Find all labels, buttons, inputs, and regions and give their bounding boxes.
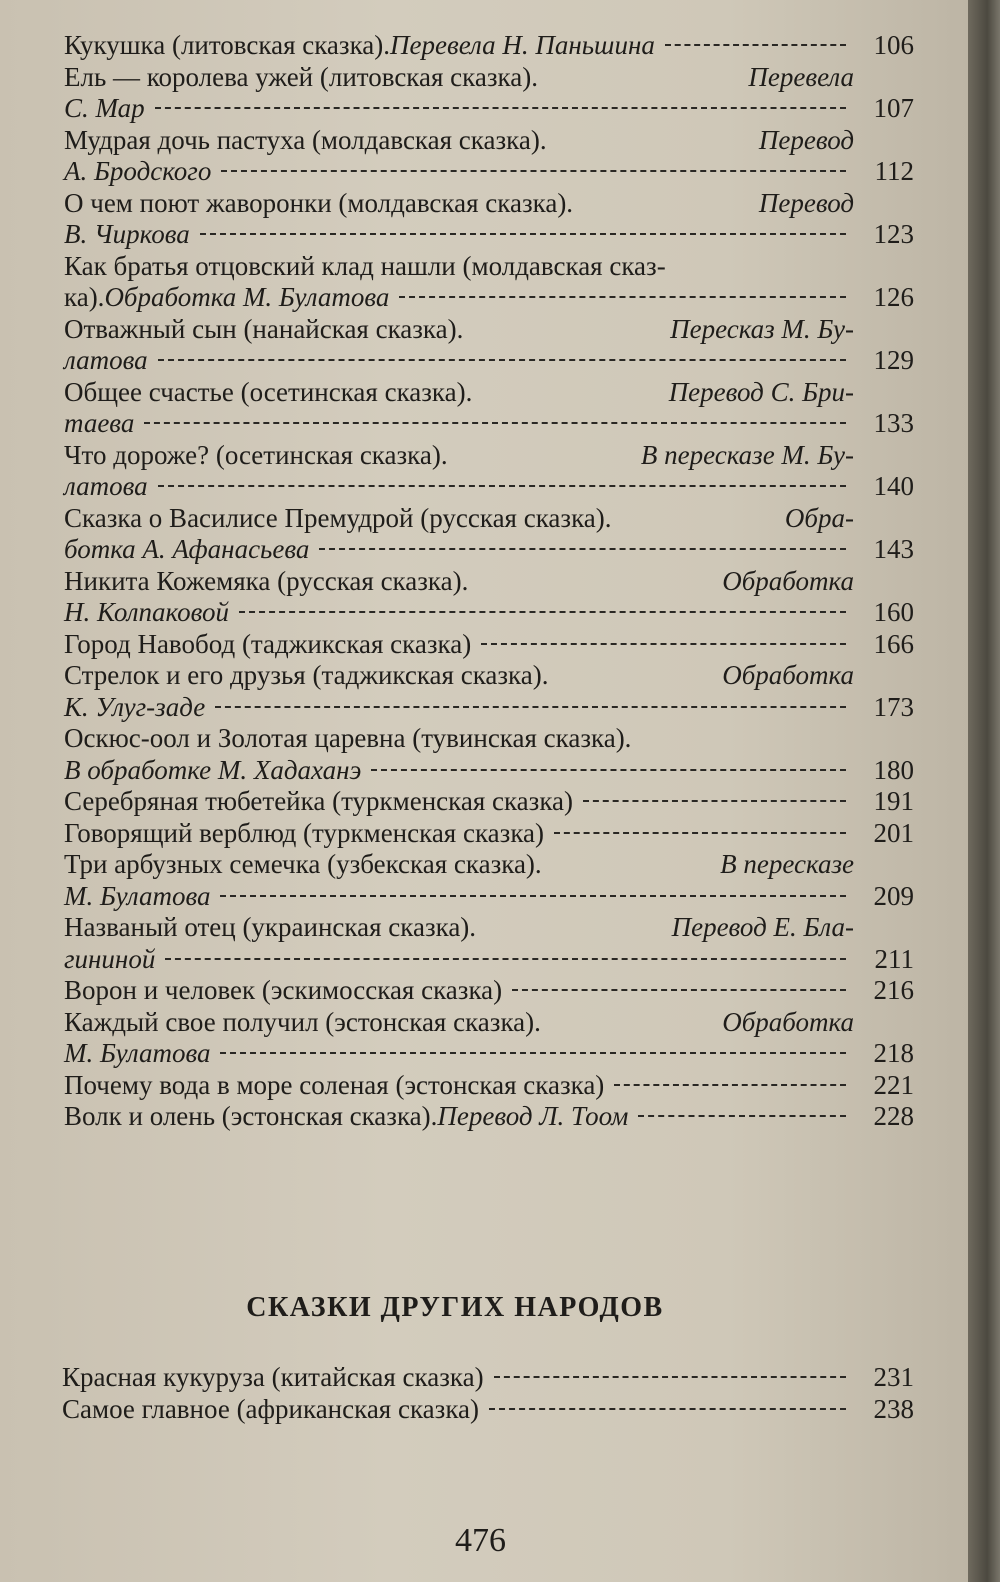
dash-leader [200, 233, 846, 235]
toc-entry-credit: Перевела [748, 61, 854, 92]
toc-entry [64, 503, 914, 566]
toc-entry-title: Как братья отцовский клад нашли (молдавская сказ- [64, 250, 666, 281]
toc-entry-title: Оскюс-оол и Золотая царевна (тувинская сказка). [64, 723, 632, 753]
toc-entry-credit-cont: М. Булатова [64, 1038, 211, 1068]
toc-entry-page: 228 [873, 1101, 914, 1131]
toc-entry-page: 106 [873, 30, 914, 60]
toc-entry-credit: Обработка [722, 1006, 854, 1037]
toc-entry-page: 218 [873, 1038, 914, 1068]
toc-entry-title: Красная кукуруза (китайская сказка) [62, 1362, 484, 1392]
toc-entry-title: Мудрая дочь пастуха (молдавская сказка). [64, 124, 547, 155]
toc-entry-line [64, 1101, 914, 1133]
section-title: СКАЗКИ ДРУГИХ НАРОДОВ [246, 1292, 664, 1323]
toc-entry-page: 160 [873, 597, 914, 627]
toc-entry-title: Почему вода в море соленая (эстонская сказка) [64, 1069, 605, 1100]
dash-leader [489, 1408, 846, 1410]
dash-leader [158, 485, 846, 487]
toc-entry-title: Серебряная тюбетейка (туркменская сказка) [64, 786, 574, 816]
dash-leader [239, 611, 846, 613]
toc-entry [62, 1394, 914, 1426]
toc-entry-line [64, 471, 914, 503]
toc-entry-title: Общее счастье (осетинская сказка). [64, 376, 473, 407]
section-contents [62, 1362, 914, 1425]
toc-entry-credit-cont: ботка А. Афанасьева [64, 534, 310, 564]
toc-entry [64, 912, 914, 975]
toc-entry-title: Сказка о Василисе Премудрой (русская сказка). [64, 502, 612, 533]
toc-entry-line [64, 314, 914, 346]
dash-leader [155, 107, 846, 109]
toc-entry-line [64, 723, 914, 755]
toc-entry-credit-cont: латова [64, 471, 148, 501]
toc-entry-credit: Перевод С. Бри- [668, 376, 854, 407]
toc-entry-credit-cont: К. Улуг-заде [64, 691, 206, 722]
toc-entry-title: Отважный сын (нанайская сказка). [64, 313, 464, 344]
toc-entry-credit-cont: В обработке М. Хадаханэ [64, 754, 362, 785]
toc-entry-line [64, 881, 914, 913]
toc-entry-line [64, 944, 914, 976]
toc-entry [64, 849, 914, 912]
toc-entry-title: Никита Кожемяка (русская сказка). [64, 565, 469, 596]
toc-entry-credit: Перевод [758, 187, 854, 218]
toc-entry-line [64, 912, 914, 944]
toc-entry-credit-cont: латова [64, 345, 148, 375]
toc-entry-page: 211 [874, 943, 914, 974]
dash-leader [215, 706, 846, 708]
toc-entry [64, 1070, 914, 1102]
toc-entry-title: Самое главное (африканская сказка) [62, 1393, 479, 1424]
toc-entry-line [64, 503, 914, 535]
toc-entry-page: 238 [873, 1393, 914, 1424]
toc-entry-line [64, 125, 914, 157]
toc-entry-title-cont: ка). [64, 282, 105, 312]
dash-leader [319, 548, 846, 550]
dash-leader [221, 170, 846, 172]
toc-entry-line [64, 156, 914, 188]
toc-entry-line [64, 849, 914, 881]
toc-entry-credit-cont: таева [64, 408, 135, 438]
book-binding [968, 0, 1000, 1582]
toc-entry-title: Ель — королева ужей (литовская сказка). [64, 61, 538, 92]
toc-entry [64, 786, 914, 818]
toc-entry-page: 180 [873, 754, 914, 785]
toc-entry-line [64, 377, 914, 409]
toc-entry-page: 191 [873, 786, 914, 816]
toc-entry-title: Ворон и человек (эскимосская сказка) [64, 975, 503, 1005]
toc-entry [64, 818, 914, 850]
toc-entry-page: 216 [873, 975, 914, 1005]
toc-entry-title: О чем поют жаворонки (молдавская сказка). [64, 187, 574, 218]
toc-entry-title: Что дороже? (осетинская сказка). [64, 439, 448, 470]
toc-entry-page: 133 [873, 408, 914, 438]
dash-leader [638, 1115, 846, 1117]
toc-entry [64, 188, 914, 251]
toc-entry-credit-cont: Н. Колпаковой [64, 597, 229, 627]
dash-leader [665, 44, 846, 46]
toc-entry-line [64, 440, 914, 472]
toc-entry-title: Названый отец (украинская сказка). [64, 912, 477, 942]
dash-leader [494, 1376, 846, 1378]
toc-entry [64, 377, 914, 440]
toc-entry-credit: Перевод Л. Тоом [437, 1101, 629, 1131]
toc-entry-title: Каждый свое получил (эстонская сказка). [64, 1006, 541, 1037]
page-number: 476 [455, 1522, 506, 1559]
toc-entry-credit-cont: Обработка М. Булатова [104, 282, 390, 312]
toc-entry-line [64, 975, 914, 1007]
toc-entry-credit-cont: гининой [64, 943, 156, 974]
toc-entry-line [64, 62, 914, 94]
toc-entry-line [64, 1007, 914, 1039]
toc-entry-credit-cont: А. Бродского [64, 156, 212, 186]
toc-entry-credit: Перевела Н. Паньшина [390, 30, 655, 60]
toc-entry-line [64, 629, 914, 661]
dash-leader [371, 769, 846, 771]
toc-entry-line [64, 597, 914, 629]
dash-leader [158, 359, 846, 361]
dash-leader [399, 296, 846, 298]
toc-entry-line [64, 786, 914, 818]
toc-entry [64, 314, 914, 377]
toc-entry-title: Стрелок и его друзья (таджикская сказка). [64, 660, 549, 690]
dash-leader [614, 1084, 846, 1086]
toc-entry-page: 173 [873, 691, 914, 722]
toc-entry-line [64, 93, 914, 125]
dash-leader [220, 895, 846, 897]
toc-entry-line [64, 282, 914, 314]
toc-entry-line [64, 30, 914, 62]
toc-entry [64, 566, 914, 629]
toc-entry-page: 126 [873, 282, 914, 312]
toc-entry-page: 209 [873, 880, 914, 911]
toc-entry-line [62, 1362, 914, 1394]
toc-entry-line [64, 755, 914, 787]
toc-entry-line [64, 188, 914, 220]
dash-leader [165, 958, 846, 960]
toc-entry-credit-cont: В. Чиркова [64, 219, 190, 249]
toc-entry-line [64, 1038, 914, 1070]
toc-entry [64, 723, 914, 786]
toc-entry-title: Говорящий верблюд (туркменская сказка) [64, 817, 545, 848]
toc-entry-line [64, 1070, 914, 1102]
toc-entry [64, 1007, 914, 1070]
toc-entry-line [64, 818, 914, 850]
toc-entry [64, 975, 914, 1007]
toc-entry-credit: Обработка [722, 565, 854, 596]
toc-entry-page: 112 [874, 156, 914, 186]
toc-entry-credit: Обработка [722, 660, 854, 690]
toc-entry [64, 251, 914, 314]
dash-leader [554, 832, 846, 834]
toc-entry [64, 1101, 914, 1133]
toc-entry-title: Волк и олень (эстонская сказка). [64, 1101, 438, 1131]
toc-entry-line [64, 660, 914, 692]
toc-entry-credit: В пересказе М. Бу- [640, 439, 854, 470]
toc-entry-page: 123 [873, 219, 914, 249]
toc-entry-page: 221 [873, 1069, 914, 1100]
toc-entry-title: Город Навобод (таджикская сказка) [64, 628, 472, 659]
toc-entry-credit-cont: С. Мар [64, 93, 145, 123]
dash-leader [512, 989, 846, 991]
dash-leader [220, 1052, 846, 1054]
toc-entry [64, 30, 914, 62]
toc-entry-page: 143 [873, 534, 914, 564]
toc-entry-page: 166 [873, 628, 914, 659]
toc-entry-line [64, 566, 914, 598]
toc-entry-line [62, 1394, 914, 1426]
dash-leader [481, 643, 846, 645]
toc-entry [64, 440, 914, 503]
toc-entry-credit: Пересказ М. Бу- [670, 313, 854, 344]
toc-entry-page: 140 [873, 471, 914, 501]
toc-entry [62, 1362, 914, 1394]
toc-entry-line [64, 692, 914, 724]
toc-entry-line [64, 219, 914, 251]
toc-entry-title: Кукушка (литовская сказка). [64, 30, 391, 60]
toc-entry [64, 62, 914, 125]
toc-entry-line [64, 345, 914, 377]
toc-entry [64, 629, 914, 661]
dash-leader [583, 800, 846, 802]
toc-entry-line [64, 408, 914, 440]
toc-entry-credit-cont: М. Булатова [64, 880, 211, 911]
toc-entry-credit: Обра- [784, 502, 854, 533]
toc-entry-page: 201 [873, 817, 914, 848]
toc-entry-page: 107 [873, 93, 914, 123]
toc-entry-credit: В пересказе [720, 849, 854, 879]
dash-leader [144, 422, 846, 424]
toc-entry-title: Три арбузных семечка (узбекская сказка). [64, 849, 542, 879]
toc-entry-line [64, 534, 914, 566]
table-of-contents [64, 30, 914, 1133]
toc-entry-credit: Перевод Е. Бла- [671, 912, 854, 942]
toc-entry-credit: Перевод [758, 124, 854, 155]
toc-entry [64, 660, 914, 723]
toc-entry [64, 125, 914, 188]
toc-entry-line [64, 251, 914, 283]
toc-entry-page: 231 [873, 1362, 914, 1392]
toc-entry-page: 129 [873, 345, 914, 375]
